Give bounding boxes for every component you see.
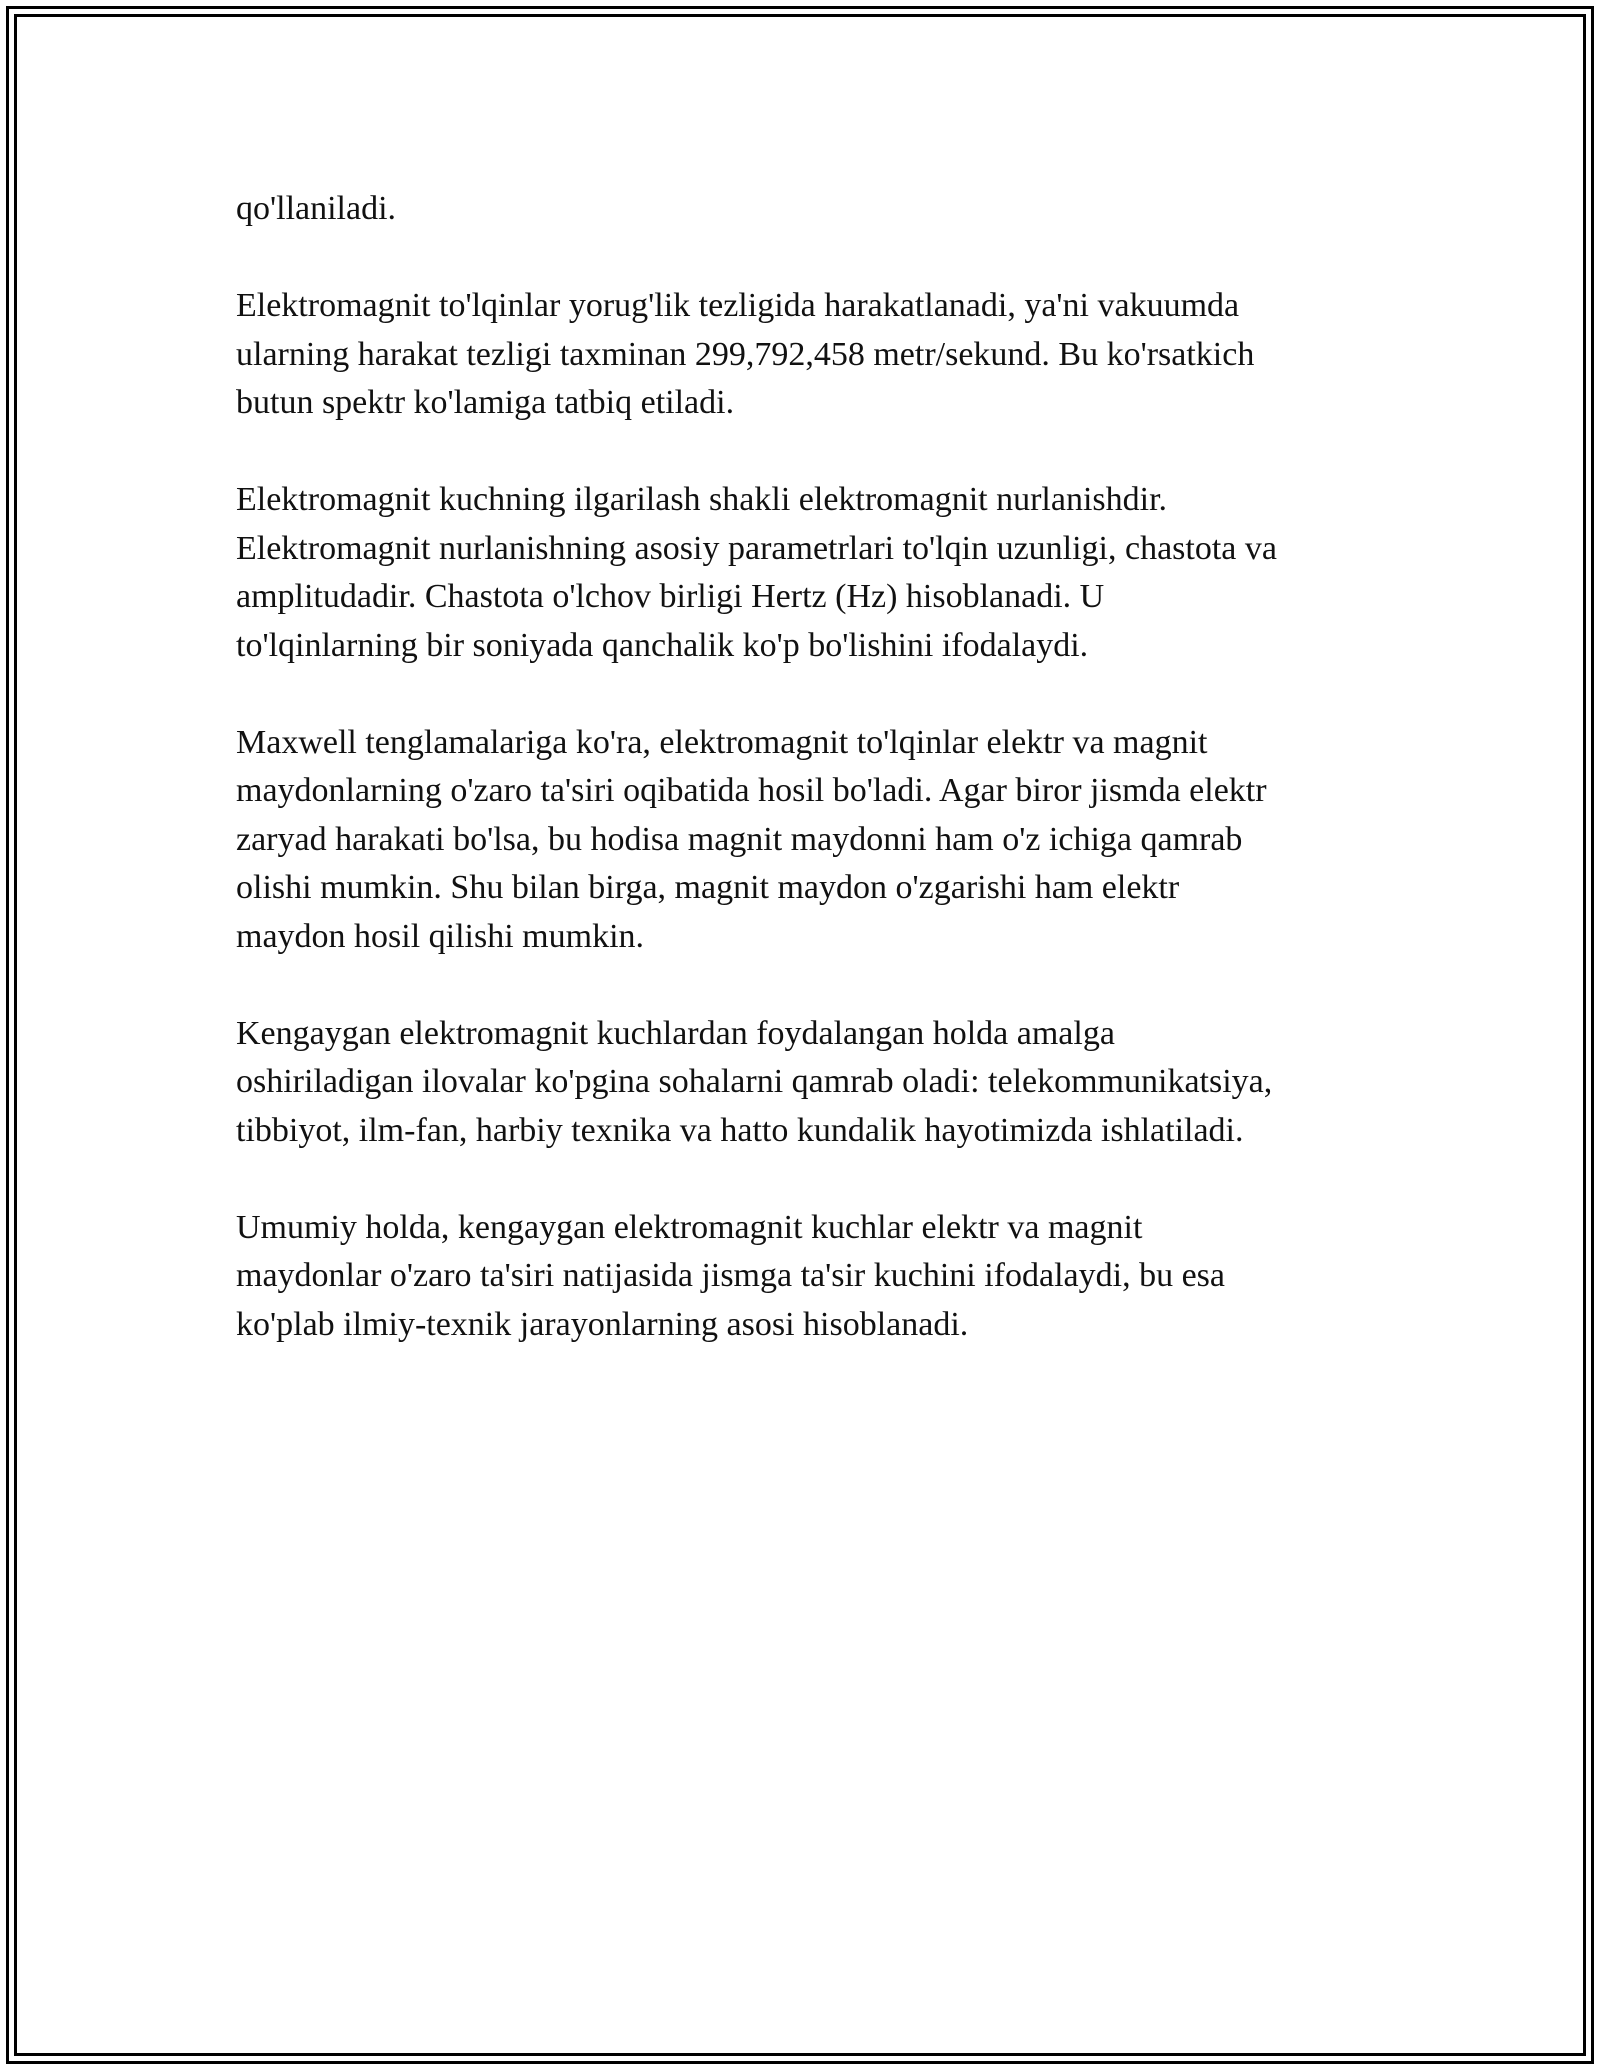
paragraph-applications: Kengaygan elektromagnit kuchlardan foydalangan holda amalga oshiriladigan ilovalar ko'pgina sohalarni qamrab oladi: telekommunikatsiya, tibbiyot, ilm-fan, harbiy texnika va hatto kundalik hayotimizda ishlatiladi. [236, 1014, 1273, 1149]
paragraph-conclusion: Umumiy holda, kengaygan elektromagnit kuchlar elektr va magnit maydonlar o'zaro ta'siri natijasida jismga ta'sir kuchini ifodalaydi, bu esa ko'plab ilmiy-texnik jarayonlarning asosi hisoblanadi. [236, 1208, 1225, 1343]
paragraph-continuation: qo'llaniladi. [236, 190, 397, 227]
paragraph-maxwell-equations: Maxwell tenglamalariga ko'ra, elektromagnit to'lqinlar elektr va magnit maydonlarning o'zaro ta'siri oqibatida hosil bo'ladi. Agar biror jismda elektr zaryad harakati bo'lsa, bu hodisa magnit maydonni ham o'z ichiga qamrab olishi mumkin. Shu bilan birga, magnit maydon o'zgarishi ham elektr maydon hosil qilishi mumkin. [236, 723, 1267, 955]
document-body [236, 185, 1386, 1398]
paragraph-radiation-parameters: Elektromagnit kuchning ilgarilash shakli elektromagnit nurlanishdir. Elektromagnit nurlanishning asosiy parametrlari to'lqin uzunligi, chastota va amplitudadir. Chastota o'lchov birligi Hertz (Hz) hisoblanadi. U to'lqinlarning bir soniyada qanchalik ko'p bo'lishini ifodalaydi. [236, 481, 1277, 664]
paragraph-wave-speed: Elektromagnit to'lqinlar yorug'lik tezligida harakatlanadi, ya'ni vakuumda ularning harakat tezligi taxminan 299,792,458 metr/sekund. Bu ko'rsatkich butun spektr ko'lamiga tatbiq etiladi. [236, 287, 1255, 421]
